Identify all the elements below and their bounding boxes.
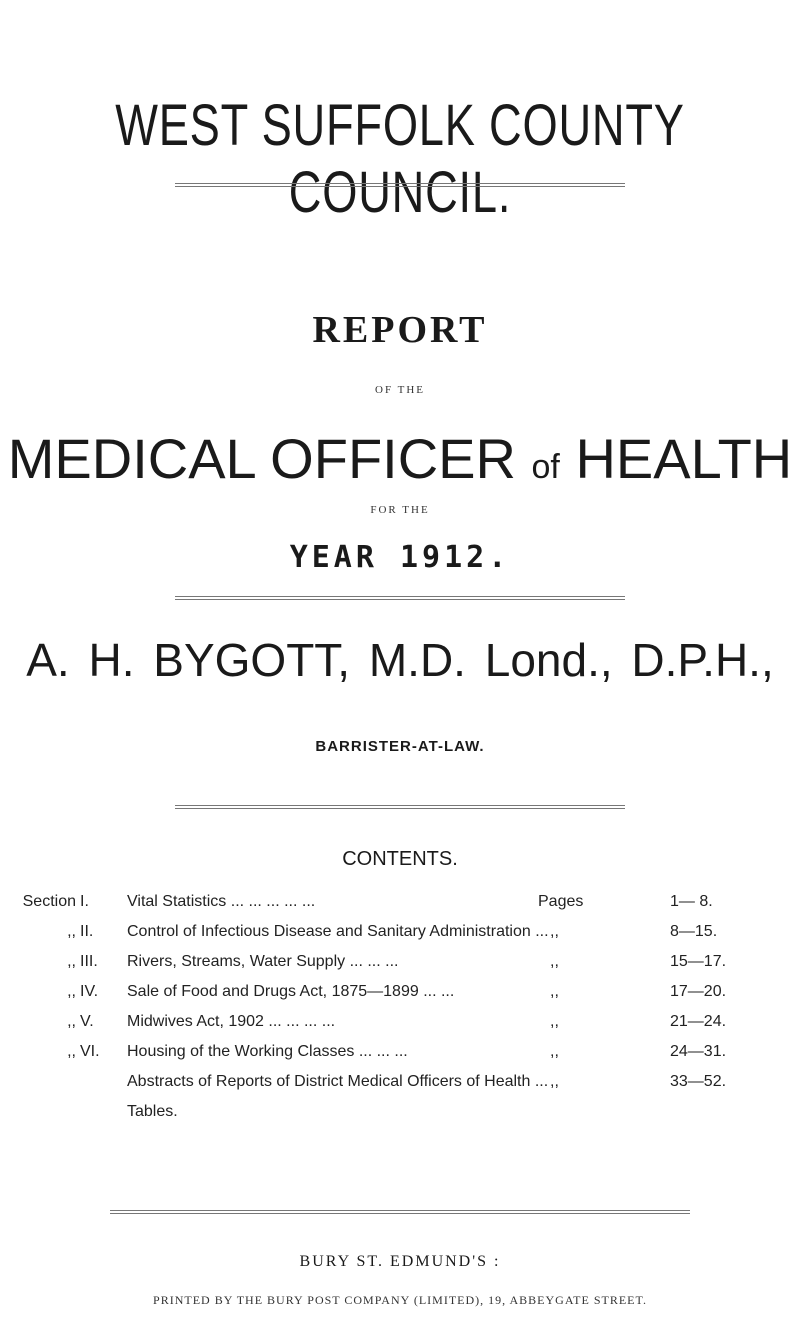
imprint-place: BURY ST. EDMUND'S :: [299, 1253, 501, 1270]
contents-row: [0, 1073, 800, 1103]
divider-middle: [175, 596, 625, 597]
divider-bottom-inner: [110, 1213, 690, 1214]
pages-label: ,,: [550, 983, 559, 1000]
section-title: Housing of the Working Classes ... ... ...: [127, 1043, 408, 1060]
officer-title-main: MEDICAL OFFICER: [7, 427, 516, 490]
pages-label: ,,: [550, 923, 559, 940]
officer-title-health: HEALTH: [575, 427, 793, 490]
section-label: ,,: [67, 1043, 76, 1060]
section-number: I.: [80, 893, 89, 910]
contents-row: [0, 1013, 800, 1043]
section-title: Tables.: [127, 1103, 178, 1120]
contents-row: [0, 923, 800, 953]
section-title: Sale of Food and Drugs Act, 1875—1899 ... ...: [127, 983, 455, 1000]
year-heading: YEAR 1912.: [289, 540, 511, 575]
contents-row: [0, 893, 800, 923]
contents-row: [0, 953, 800, 983]
pages-label: ,,: [550, 953, 559, 970]
section-label: ,,: [67, 983, 76, 1000]
page-range: 33—52.: [670, 1073, 727, 1090]
contents-row: [0, 1043, 800, 1073]
section-title: Abstracts of Reports of District Medical Officers of Health ...: [127, 1073, 549, 1090]
section-number: V.: [80, 1013, 94, 1030]
contents-row: [0, 1103, 800, 1133]
page-range: 24—31.: [670, 1043, 727, 1060]
section-number: III.: [80, 953, 98, 970]
contents-row: [0, 983, 800, 1013]
officer-title-of: of: [531, 448, 560, 486]
pages-label: ,,: [550, 1073, 559, 1090]
author-title: BARRISTER-AT-LAW.: [315, 738, 485, 755]
section-number: IV.: [80, 983, 99, 1000]
divider-top: [175, 183, 625, 184]
section-label: Section: [22, 893, 76, 910]
author-name: A. H. BYGOTT, M.D. Lond., D.P.H.,: [26, 634, 774, 686]
section-title: Midwives Act, 1902 ... ... ... ...: [127, 1013, 336, 1030]
pages-label: Pages: [538, 893, 584, 910]
council-title: WEST SUFFOLK COUNTY COUNCIL.: [115, 93, 685, 225]
pages-label: ,,: [550, 1013, 559, 1030]
page-range: 21—24.: [670, 1013, 727, 1030]
section-title: Control of Infectious Disease and Sanitary Administration ...: [127, 923, 549, 940]
for-the-label: FOR THE: [370, 504, 430, 516]
of-the-label: OF THE: [375, 384, 425, 396]
contents-list: [0, 893, 800, 1133]
divider-lower: [175, 805, 625, 806]
page-range: 15—17.: [670, 953, 727, 970]
section-label: ,,: [67, 953, 76, 970]
section-title: Rivers, Streams, Water Supply ... ... ...: [127, 953, 399, 970]
pages-label: ,,: [550, 1043, 559, 1060]
imprint-printer: PRINTED BY THE BURY POST COMPANY (LIMITED), 19, ABBEYGATE STREET.: [153, 1293, 647, 1307]
page-range: 17—20.: [670, 983, 727, 1000]
divider-bottom: [110, 1210, 690, 1211]
page-range: 8—15.: [670, 923, 718, 940]
officer-title: [0, 426, 800, 491]
divider-top-inner: [175, 186, 625, 187]
section-label: ,,: [67, 1013, 76, 1030]
section-number: II.: [80, 923, 94, 940]
section-number: VI.: [80, 1043, 100, 1060]
page-range: 1— 8.: [670, 893, 713, 910]
section-label: ,,: [67, 923, 76, 940]
report-heading: REPORT: [312, 309, 488, 351]
divider-lower-inner: [175, 808, 625, 809]
divider-middle-inner: [175, 599, 625, 600]
contents-heading: CONTENTS.: [342, 848, 458, 870]
section-title: Vital Statistics ... ... ... ... ...: [127, 893, 316, 910]
